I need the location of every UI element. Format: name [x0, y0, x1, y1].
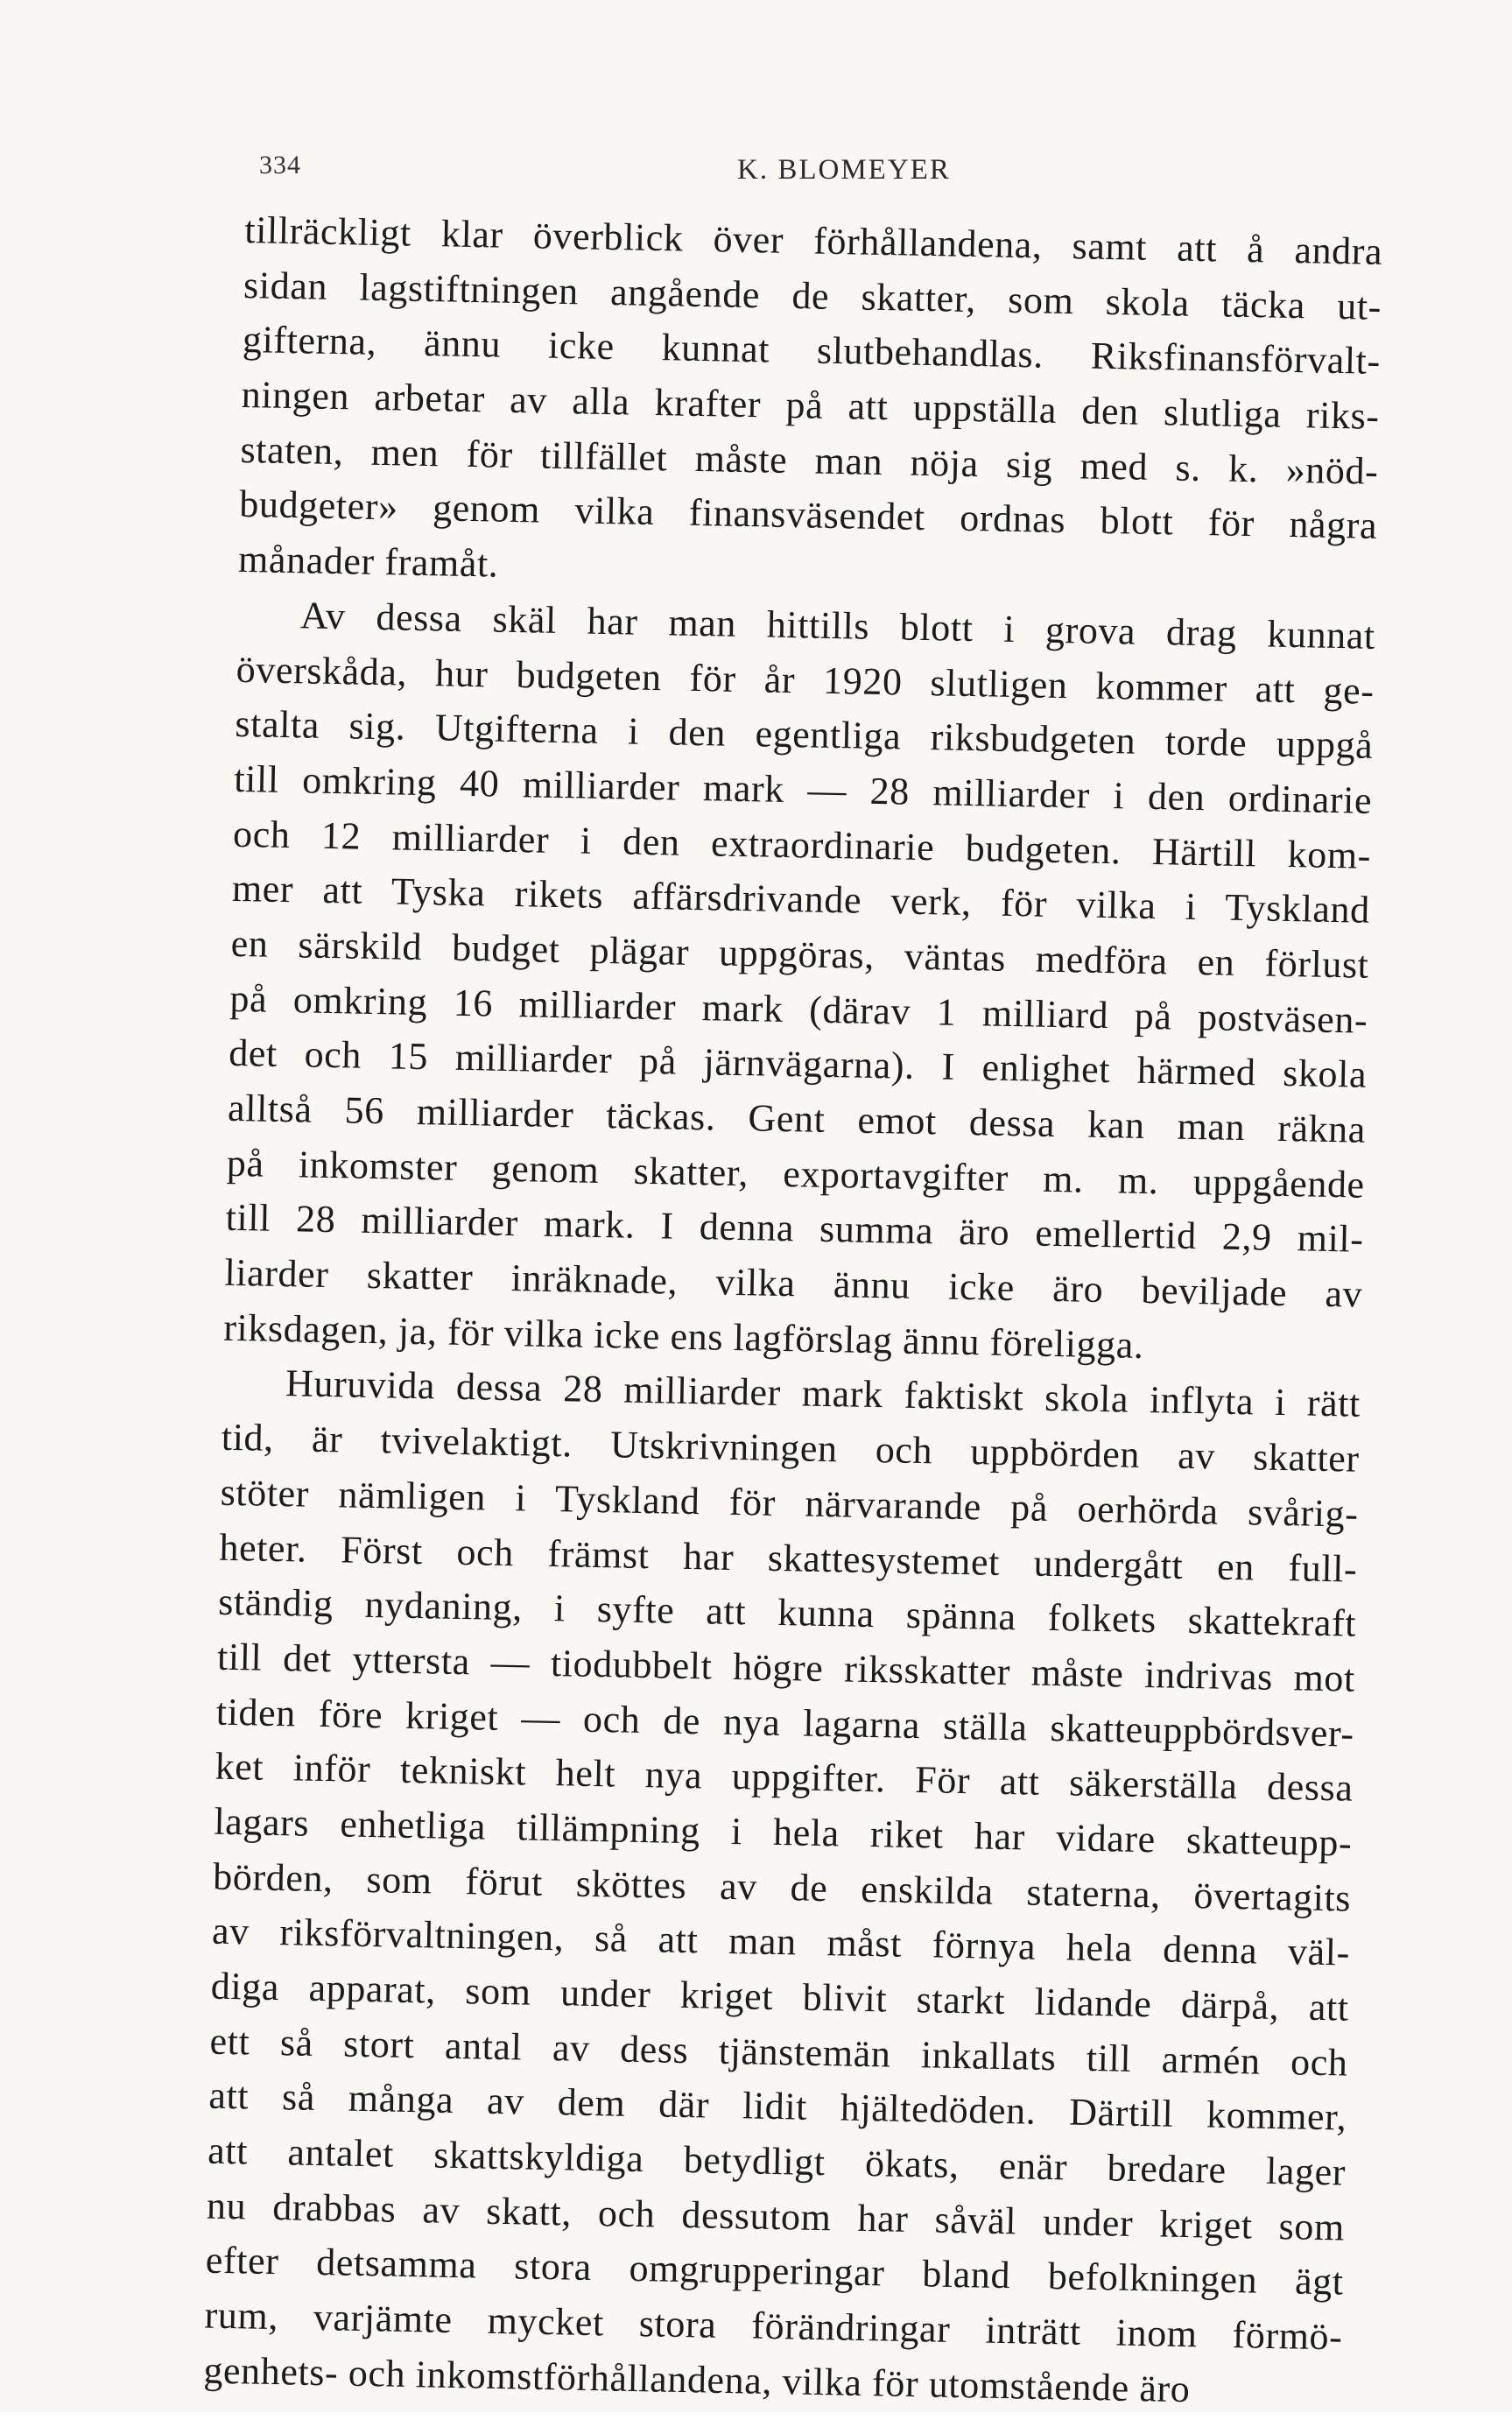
- text-line: ett så stort antal av dess tjänstemän inkallats till armén och: [209, 2019, 1348, 2085]
- text-line: stalta sig. Utgifterna i den egentliga riksbudgeten torde uppgå: [235, 702, 1374, 768]
- text-line: ket inför tekniskt helt nya uppgifter. För att säkerställa dessa: [214, 1744, 1354, 1810]
- text-line: på omkring 16 milliarder mark (därav 1 milliard på postväsen-: [229, 976, 1368, 1042]
- paragraph: [238, 203, 1383, 609]
- text-line: månader framåt.: [237, 538, 499, 586]
- text-line: Huruvida dessa 28 milliarder mark faktiskt skola inflyta i rätt: [285, 1361, 1361, 1426]
- text-line: av riksförvaltningen, så att man måst förnya hela denna väl-: [211, 1909, 1351, 1974]
- text-line: till omkring 40 milliarder mark — 28 milliarder i den ordinarie: [233, 756, 1373, 822]
- paragraph: [203, 1355, 1361, 2420]
- text-line: ständig nydaning, i syfte att kunna spänna folkets skattekraft: [217, 1579, 1357, 1645]
- body-text: [203, 203, 1383, 2420]
- text-line: nu drabbas av skatt, och dessutom har såväl under kriget som: [206, 2184, 1346, 2249]
- text-line: alltså 56 milliarder täckas. Gent emot dessa kan man räkna: [227, 1086, 1367, 1151]
- paragraph: [223, 587, 1376, 1377]
- text-line: tid, är tvivelaktigt. Utskrivningen och uppbörden av skatter: [221, 1415, 1361, 1481]
- text-line: tillräckligt klar överblick över förhållandena, samt att å andra: [243, 208, 1383, 273]
- text-line: gifterna, ännu icke kunnat slutbehandlas. Riksfinansförvalt-: [242, 318, 1382, 383]
- text-line: överskåda, hur budgeten för år 1920 slutligen kommer att ge-: [236, 647, 1375, 713]
- text-line: till det yttersta — tiodubbelt högre riksskatter måste indrivas mot: [216, 1635, 1356, 1700]
- running-head: K. BLOMEYER: [737, 154, 951, 186]
- text-line: stöter nämligen i Tyskland för närvarande på oerhörda svårig-: [220, 1470, 1359, 1536]
- text-line: heter. Först och främst har skattesystemet undergått en full-: [219, 1525, 1358, 1591]
- text-line: Av dessa skäl har man hittills blott i grova drag kunnat: [299, 594, 1376, 658]
- text-line: börden, som förut sköttes av de enskilda staterna, övertagits: [212, 1854, 1352, 1920]
- text-line: sidan lagstiftningen angående de skatter, som skola täcka ut-: [243, 263, 1382, 328]
- text-line: diga apparat, som under kriget blivit starkt lidande därpå, att: [210, 1964, 1350, 2030]
- text-line: staten, men för tillfället måste man nöja sig med s. k. »nöd-: [240, 427, 1379, 493]
- text-line: tiden före kriget — och de nya lagarna ställa skatteuppbördsver-: [215, 1690, 1355, 1755]
- page-number: 334: [259, 151, 301, 179]
- text-line: efter detsamma stora omgrupperingar bland befolkningen ägt: [205, 2239, 1345, 2304]
- text-line: mer att Tyska rikets affärsdrivande verk, för vilka i Tyskland: [231, 867, 1371, 932]
- text-line: ningen arbetar av alla krafter på att uppställa den slutliga riks-: [241, 373, 1381, 438]
- text-line: till 28 milliarder mark. I denna summa äro emellertid 2,9 mil-: [225, 1196, 1364, 1262]
- text-line: rum, varjämte mycket stora förändringar inträtt inom förmö-: [204, 2293, 1343, 2359]
- text-line: budgeter» genom vilka finansväsendet ordnas blott för några: [238, 482, 1378, 548]
- text-line: lagars enhetliga tillämpning i hela riket har vidare skatteupp-: [214, 1799, 1353, 1865]
- text-line: en särskild budget plägar uppgöras, väntas medföra en förlust: [230, 921, 1370, 987]
- text-line: liarder skatter inräknade, vilka ännu icke äro beviljade av: [224, 1250, 1363, 1316]
- text-line: på inkomster genom skatter, exportavgifter m. m. uppgående: [226, 1141, 1366, 1206]
- text-line: att antalet skattskyldiga betydligt ökats, enär bredare lager: [207, 2128, 1347, 2194]
- text-line: att så många av dem där lidit hjältedöden. Därtill kommer,: [208, 2073, 1347, 2139]
- text-line: riksdagen, ja, för vilka icke ens lagförslag ännu föreligga.: [222, 1305, 1144, 1367]
- text-line: genhets- och inkomstförhållandena, vilka för utomstående äro: [203, 2348, 1191, 2410]
- text-line: det och 15 milliarder på järnvägarna). I enlighet härmed skola: [228, 1031, 1368, 1097]
- text-line: och 12 milliarder i den extraordinarie budgeten. Härtill kom-: [232, 812, 1372, 877]
